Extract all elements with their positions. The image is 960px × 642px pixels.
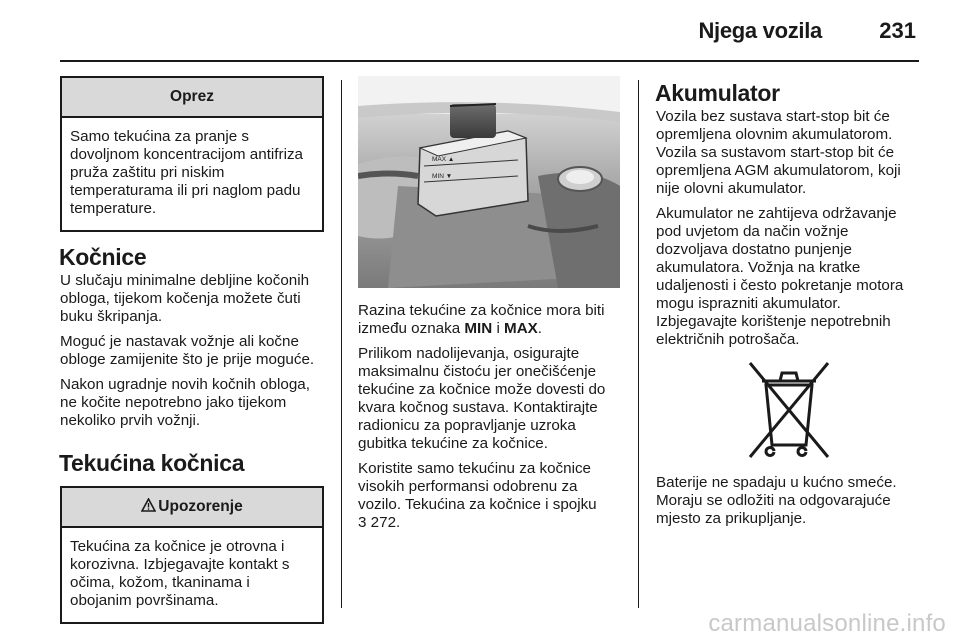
kocnice-heading: Kočnice xyxy=(59,244,147,270)
page-ref-arrow: 3 xyxy=(358,514,367,531)
min-mark-label: MIN ▼ xyxy=(432,173,453,180)
max-mark-label: MAX ▲ xyxy=(432,156,455,163)
header-rule xyxy=(60,60,919,62)
section-tekucina xyxy=(60,450,324,624)
disposal-text: Baterije ne spadaju u kućno smeće. Moraju se odložiti na odgovarajuće mjesto za prikupljanje. xyxy=(656,474,897,527)
section-kocnice xyxy=(60,244,324,430)
left-column xyxy=(60,76,324,624)
warning-header xyxy=(62,488,322,528)
page-ref-link[interactable]: 272. xyxy=(366,514,401,531)
max-label: MAX xyxy=(504,320,538,337)
min-label: MIN xyxy=(464,320,493,337)
level-instruction: Razina tekućine za kočnice mora biti između oznaka MIN i MAX. xyxy=(358,302,605,337)
warning-title: Upozorenje xyxy=(158,498,243,515)
brake-fluid-reservoir-photo xyxy=(358,76,620,288)
kocnice-paragraph: U slučaju minimalne debljine kočonih obloga, tijekom kočenja možete čuti buku škripanja. xyxy=(60,272,310,325)
header-title: Njega vozila xyxy=(698,18,822,43)
akumulator-heading: Akumulator xyxy=(655,80,780,106)
tekucina-heading: Tekućina kočnica xyxy=(59,450,245,476)
kocnice-paragraph: Moguć je nastavak vožnje ali kočne obloge zamijenite što je prije moguće. xyxy=(60,333,315,368)
fluid-spec-paragraph: Koristite samo tekućinu za kočnice visokih performansi odobrenu za vozilo. Tekućina za kočnice i spojku 3 272. xyxy=(358,460,597,531)
caution-box xyxy=(60,76,324,232)
kocnice-paragraph: Nakon ugradnje novih kočnih obloga, ne kočite nepotrebno jako tijekom nekoliko prvih vožnji. xyxy=(60,376,310,429)
watermark: carmanualsonline.info xyxy=(708,610,946,637)
crossed-bin-icon xyxy=(656,357,922,466)
akumulator-paragraph: Akumulator ne zahtijeva održavanje pod uvjetom da način vožnje dozvoljava dostatno punjenje akumulatora. Vožnja na kratke udaljenosti i često pokretanje motora mogu isprazniti akumulator. Izbjegavajte korištenje nepotrebnih električnih potrošača. xyxy=(656,205,904,348)
caution-text: Samo tekućina za pranje s dovoljnom koncentracijom antifriza pruža zaštitu pri niskim temperaturama ili pri naglom padu temperature. xyxy=(70,128,303,217)
warning-box xyxy=(60,486,324,624)
caution-title: Oprez xyxy=(62,78,322,118)
column-divider-right xyxy=(638,80,639,608)
akumulator-paragraph: Vozila bez sustava start-stop bit će opremljena olovnim akumulatorom. Vozila sa sustavom start-stop bit će opremljena AGM akumulatorom, koji nije olovni akumulator. xyxy=(656,108,901,197)
warning-icon xyxy=(141,488,156,526)
column-divider-left xyxy=(341,80,342,608)
right-column xyxy=(656,80,922,535)
warning-text: Tekućina za kočnice je otrovna i korozivna. Izbjegavajte kontakt s očima, kožom, tkaninama i obojanim površinama. xyxy=(70,538,290,609)
page-number: 231 xyxy=(879,18,916,43)
refill-paragraph: Prilikom nadolijevanja, osigurajte maksimalnu čistoću jer onečišćenje tekućine za kočnice može dovesti do kvara kočnog sustava. Kontaktirajte radionicu za popravljanje uzroka gubitka tekućine za kočnice. xyxy=(358,345,606,452)
middle-column xyxy=(358,76,624,539)
